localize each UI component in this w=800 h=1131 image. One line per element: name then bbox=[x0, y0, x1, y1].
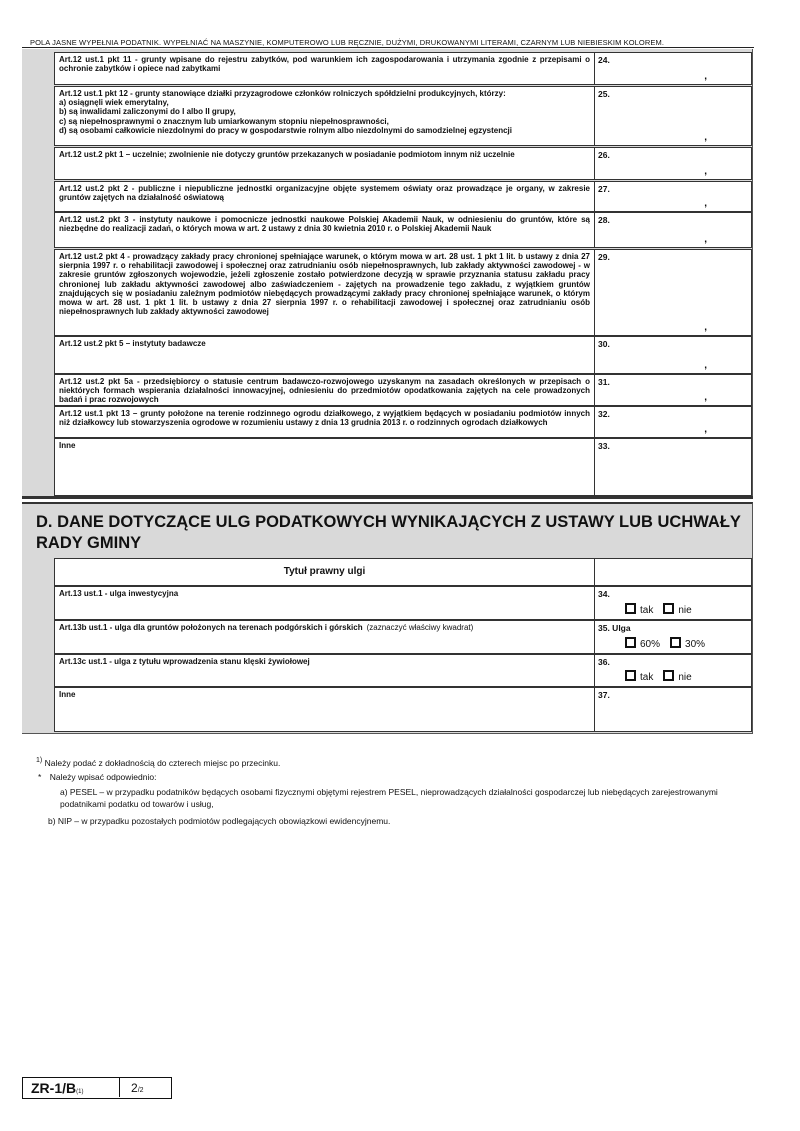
checkbox-label: tak bbox=[640, 605, 654, 616]
exemption-row-30 bbox=[54, 336, 595, 374]
column-header-label: Tytuł prawny ulgi bbox=[283, 566, 366, 577]
decimal-comma: , bbox=[704, 198, 707, 209]
field-31[interactable] bbox=[595, 374, 752, 406]
exemption-description: Art.12 ust.1 pkt 11 - grunty wpisane do rejestru zabytków, pod warunkiem ich zagospodarowania i utrzymania zgodnie z przepisami o ochronie zabytków i opiece nad zabytkami bbox=[59, 55, 590, 74]
field-number: 34. bbox=[598, 589, 610, 599]
exemptions-table-bottom-rule bbox=[22, 496, 753, 499]
exemption-description: Art.12 ust.2 pkt 1 – uczelnie; zwolnienie nie dotyczy gruntów przekazanych w posiadanie podmiotom innym niż uczelnie bbox=[59, 150, 515, 159]
field-28[interactable] bbox=[595, 212, 752, 248]
field-25[interactable] bbox=[595, 86, 752, 146]
exemption-row-29 bbox=[54, 249, 595, 336]
field-24[interactable] bbox=[595, 52, 752, 85]
exemption-row-32 bbox=[54, 406, 595, 438]
footnote-star-mark: * bbox=[38, 772, 42, 782]
footnote-star-text: Należy wpisać odpowiednio: bbox=[49, 772, 157, 782]
exemption-row-26 bbox=[54, 147, 595, 180]
header-divider bbox=[22, 47, 754, 48]
exemption-row-25 bbox=[54, 86, 595, 146]
exemption-description: Art.12 ust.2 pkt 3 - instytuty naukowe i pomocnicze jednostki naukowe Polskiej Akademii Nauk, w odniesieniu do gruntów, które są niezbędne do realizacji zadań, o których mowa w art. 2 ustawy z dnia 30 kwietnia 2010 r. o Polskiej Akademii Nauk bbox=[59, 215, 590, 234]
checkbox-label: 60% bbox=[640, 639, 661, 650]
checkbox-tak[interactable] bbox=[625, 670, 636, 681]
relief-row-37 bbox=[54, 687, 595, 732]
decimal-comma: , bbox=[704, 424, 707, 435]
field-26[interactable] bbox=[595, 147, 752, 180]
field-27[interactable] bbox=[595, 181, 752, 212]
checkbox-nie[interactable] bbox=[663, 603, 674, 614]
checkbox-30pct[interactable] bbox=[670, 637, 681, 648]
relief-description: Art.13 ust.1 - ulga inwestycyjna bbox=[59, 589, 179, 598]
exemption-row-27 bbox=[54, 181, 595, 212]
checkbox-60pct[interactable] bbox=[625, 637, 636, 648]
field-number: 29. bbox=[598, 252, 610, 262]
footnote-1 bbox=[36, 755, 736, 769]
options bbox=[625, 637, 715, 650]
exemption-description: Art.12 ust.2 pkt 4 - prowadzący zakłady pracy chronionej spełniające warunek, o którym mowa w art. 28 ust. 1 pkt 1 lit. b ustawy z dnia 27 sierpnia 1997 r. o rehabilitacji zawodowej i społecznej oraz zatrudnianiu osób niepełnosprawnych, lub zakłady aktywności zawodowej - w zakresie gruntów zgłoszonych wojewodzie, jeżeli zgłoszenie zostało potwierdzone decyzją w sprawie przyznania statusu zakładu pracy chronionej lub zakładu aktywności zawodowej albo zaświadczeniem - zajętych na prowadzenie tego zakładu, z wyjątkiem gruntów znajdujących się w posiadaniu zależnym podmiotów niebędących prowadzącymi zakłady pracy chronionej spełniające warunek, o którym mowa w art. 28 ust. 1 pkt 1 lit. b ustawy z dnia 27 sierpnia 1997 r. o rehabilitacji zawodowej i społecznej oraz zatrudnianiu osób niepełnosprawnych lub zakłady aktywności zawodowej bbox=[59, 252, 590, 317]
checkbox-label: 30% bbox=[685, 639, 706, 650]
decimal-comma: , bbox=[704, 71, 707, 82]
field-32[interactable] bbox=[595, 406, 752, 438]
decimal-comma: , bbox=[704, 234, 707, 245]
exemption-row-33 bbox=[54, 438, 595, 496]
footer-separator bbox=[119, 1078, 120, 1097]
field-37 bbox=[595, 687, 752, 732]
form-header-instruction: POLA JASNE WYPEŁNIA PODATNIK. WYPEŁNIAĆ NA MASZYNIE, KOMPUTEROWO LUB RĘCZNIE, DUŻYMI, DRUKOWANYMI LITERAMI, CZARNYM LUB NIEBIESKIM KOLOREM. bbox=[30, 38, 664, 47]
field-number: 37. bbox=[598, 690, 610, 700]
footnote-1-text: Należy podać z dokładnością do czterech miejsc po przecinku. bbox=[44, 757, 281, 768]
field-number: 24. bbox=[598, 55, 610, 65]
footnote-a: a) PESEL – w przypadku podatników będących osobami fizycznymi objętymi rejestrem PESEL, nieprowadzących działalności gospodarczej lub niebędących zarejestrowanymi podatnikami podatku od towarów i usług, bbox=[60, 787, 718, 809]
section-d-title: D. DANE DOTYCZĄCE ULG PODATKOWYCH WYNIKAJĄCYCH Z USTAWY LUB UCHWAŁY RADY GMINY bbox=[36, 513, 741, 552]
field-number: 33. bbox=[598, 441, 610, 451]
exemption-row-28 bbox=[54, 212, 595, 248]
field-34 bbox=[595, 586, 752, 620]
relief-description: Art.13b ust.1 - ulga dla gruntów położonych na terenach podgórskich i górskich bbox=[59, 623, 363, 632]
checkbox-label: nie bbox=[678, 605, 692, 616]
exemption-description: Art.12 ust.2 pkt 2 - publiczne i niepubliczne jednostki organizacyjne objęte systemem oświaty oraz prowadzące je organy, w zakresie gruntów zajętych na działalność oświatową bbox=[59, 184, 590, 203]
field-29[interactable] bbox=[595, 249, 752, 336]
decimal-comma: , bbox=[704, 166, 707, 177]
page-number: 2/2 bbox=[131, 1081, 144, 1095]
relief-row-34 bbox=[54, 586, 595, 620]
field-35 bbox=[595, 620, 752, 654]
checkbox-tak[interactable] bbox=[625, 603, 636, 614]
decimal-comma: , bbox=[704, 360, 707, 371]
relief-description: Inne bbox=[59, 690, 76, 699]
field-36 bbox=[595, 654, 752, 687]
footnote-1-mark: 1) bbox=[36, 757, 43, 764]
checkbox-nie[interactable] bbox=[663, 670, 674, 681]
column-header-legal-title bbox=[54, 558, 595, 586]
exemption-description: Art.12 ust.1 pkt 12 - grunty stanowiące działki przyzagrodowe członków rolniczych spółdzielni produkcyjnych, którzy: a) osiągnęli wiek emerytalny, b) są inwalidami zaliczonymi do I albo II grupy, c) są niepełnosprawnymi o znacznym lub umiarkowanym stopniu niepełnosprawności, d) są osobami całkowicie niezdolnymi do pracy w gospodarstwie rolnym albo niezdolnymi do samodzielnej egzystencji bbox=[59, 89, 512, 135]
form-code: ZR-1/B(1) bbox=[31, 1080, 84, 1096]
relief-note: (zaznaczyć właściwy kwadrat) bbox=[366, 623, 474, 632]
field-number: 27. bbox=[598, 184, 610, 194]
field-number: 35. Ulga bbox=[598, 623, 631, 633]
exemption-row-24 bbox=[54, 52, 595, 85]
decimal-comma: , bbox=[704, 392, 707, 403]
checkbox-label: tak bbox=[640, 672, 654, 683]
exemption-description: Art.12 ust.2 pkt 5a - przedsiębiorcy o statusie centrum badawczo-rozwojowego uzyskanym na zasadach określonych w przepisach o niektórych formach wspierania działalności innowacyjnej, odniesieniu do przedmiotów opodatkowania zajętych na cele prowadzonych badań i prac rozwojowych bbox=[59, 377, 590, 405]
field-number: 31. bbox=[598, 377, 610, 387]
field-number: 32. bbox=[598, 409, 610, 419]
field-33[interactable] bbox=[595, 438, 752, 496]
relief-row-35 bbox=[54, 620, 595, 654]
field-number: 30. bbox=[598, 339, 610, 349]
decimal-comma: , bbox=[704, 132, 707, 143]
column-header-blank bbox=[595, 558, 752, 586]
relief-row-36 bbox=[54, 654, 595, 687]
field-number: 26. bbox=[598, 150, 610, 160]
decimal-comma: , bbox=[704, 322, 707, 333]
field-30[interactable] bbox=[595, 336, 752, 374]
options bbox=[625, 670, 702, 683]
relief-description: Art.13c ust.1 - ulga z tytułu wprowadzenia stanu klęski żywiołowej bbox=[59, 657, 310, 666]
exemption-description: Art.12 ust.2 pkt 5 – instytuty badawcze bbox=[59, 339, 206, 348]
field-number: 25. bbox=[598, 89, 610, 99]
checkbox-label: nie bbox=[678, 672, 692, 683]
field-number: 36. bbox=[598, 657, 610, 667]
exemption-row-31 bbox=[54, 374, 595, 406]
exemption-description: Art.12 ust.1 pkt 13 – grunty położone na terenie rodzinnego ogrodu działkowego, z wyjątkiem będących w posiadaniu podmiotów innych niż działkowcy lub stowarzyszenia ogrodowe w rozumieniu ustawy z dnia 13 grudnia 2013 r. o rodzinnych ogrodach działkowych bbox=[59, 409, 590, 428]
field-number: 28. bbox=[598, 215, 610, 225]
footnote-star bbox=[38, 771, 738, 783]
options bbox=[625, 603, 702, 616]
footnote-b: b) NIP – w przypadku pozostałych podmiotów podlegających obowiązkowi ewidencyjnemu. bbox=[48, 816, 391, 826]
form-code-box bbox=[22, 1077, 172, 1099]
exemption-description: Inne bbox=[59, 441, 76, 450]
